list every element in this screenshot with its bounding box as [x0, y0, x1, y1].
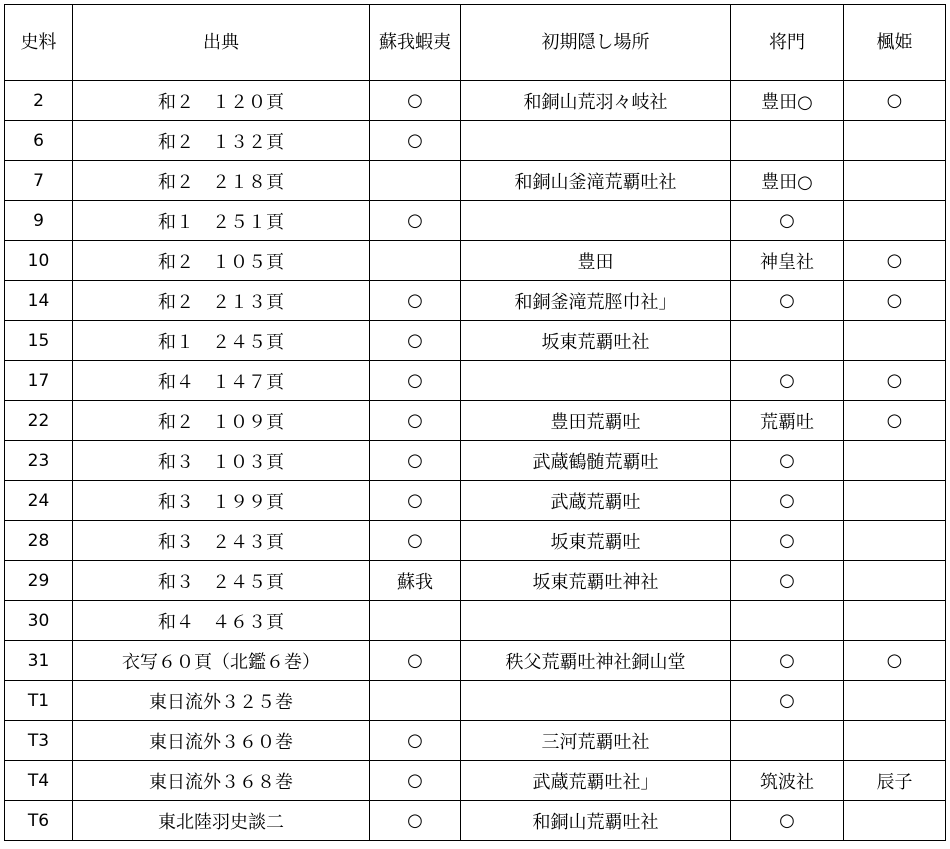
- initial-hiding-place-cell: 武蔵荒覇吐社」: [461, 761, 731, 801]
- masakado-cell: ○: [731, 201, 844, 241]
- table-body: [5, 81, 946, 841]
- citation-cell: 和３ １０３頁: [73, 441, 370, 481]
- table-row: [5, 81, 946, 121]
- citation-cell: 和１ ２４５頁: [73, 321, 370, 361]
- table-row: [5, 241, 946, 281]
- table-row: [5, 401, 946, 441]
- table-row: [5, 441, 946, 481]
- source-no-cell: T6: [5, 801, 73, 841]
- kaede-hime-cell: [844, 481, 946, 521]
- soga-emishi-cell: ○: [370, 521, 461, 561]
- source-no-cell: 22: [5, 401, 73, 441]
- source-no-cell: T1: [5, 681, 73, 721]
- initial-hiding-place-cell: [461, 201, 731, 241]
- kaede-hime-cell: [844, 801, 946, 841]
- masakado-cell: ○: [731, 361, 844, 401]
- kaede-hime-cell: ○: [844, 81, 946, 121]
- masakado-cell: 豊田○: [731, 161, 844, 201]
- source-no-cell: T3: [5, 721, 73, 761]
- kaede-hime-cell: [844, 681, 946, 721]
- masakado-cell: ○: [731, 481, 844, 521]
- kaede-hime-cell: ○: [844, 641, 946, 681]
- source-no-cell: 29: [5, 561, 73, 601]
- sources-table: [4, 4, 946, 841]
- header-row: [5, 5, 946, 81]
- soga-emishi-cell: [370, 161, 461, 201]
- table-row: [5, 561, 946, 601]
- masakado-cell: 荒覇吐: [731, 401, 844, 441]
- initial-hiding-place-cell: 和銅釜滝荒脛巾社」: [461, 281, 731, 321]
- masakado-cell: ○: [731, 281, 844, 321]
- table-row: [5, 721, 946, 761]
- table-row: [5, 361, 946, 401]
- soga-emishi-cell: ○: [370, 441, 461, 481]
- citation-cell: 和１ ２５１頁: [73, 201, 370, 241]
- soga-emishi-cell: [370, 601, 461, 641]
- source-no-cell: 7: [5, 161, 73, 201]
- source-no-cell: 15: [5, 321, 73, 361]
- kaede-hime-cell: [844, 441, 946, 481]
- table-row: [5, 521, 946, 561]
- citation-cell: 和２ ２１８頁: [73, 161, 370, 201]
- masakado-cell: ○: [731, 521, 844, 561]
- initial-hiding-place-cell: 武蔵荒覇吐: [461, 481, 731, 521]
- kaede-hime-cell: [844, 721, 946, 761]
- kaede-hime-cell: ○: [844, 401, 946, 441]
- header-initial-hiding-place: 初期隠し場所: [461, 5, 731, 81]
- soga-emishi-cell: ○: [370, 81, 461, 121]
- initial-hiding-place-cell: 和銅山荒羽々岐社: [461, 81, 731, 121]
- kaede-hime-cell: ○: [844, 281, 946, 321]
- citation-cell: 東日流外３６８巻: [73, 761, 370, 801]
- table-row: [5, 201, 946, 241]
- masakado-cell: [731, 721, 844, 761]
- source-no-cell: 6: [5, 121, 73, 161]
- table-row: [5, 641, 946, 681]
- source-no-cell: 2: [5, 81, 73, 121]
- masakado-cell: [731, 321, 844, 361]
- kaede-hime-cell: [844, 321, 946, 361]
- source-no-cell: 14: [5, 281, 73, 321]
- soga-emishi-cell: ○: [370, 481, 461, 521]
- soga-emishi-cell: ○: [370, 201, 461, 241]
- table-header: [5, 5, 946, 81]
- citation-cell: 東日流外３２５巻: [73, 681, 370, 721]
- initial-hiding-place-cell: 秩父荒覇吐神社銅山堂: [461, 641, 731, 681]
- header-masakado: 将門: [731, 5, 844, 81]
- source-no-cell: 31: [5, 641, 73, 681]
- citation-cell: 和４ １４７頁: [73, 361, 370, 401]
- table-row: [5, 161, 946, 201]
- kaede-hime-cell: [844, 601, 946, 641]
- masakado-cell: [731, 121, 844, 161]
- soga-emishi-cell: 蘇我: [370, 561, 461, 601]
- masakado-cell: 筑波社: [731, 761, 844, 801]
- source-no-cell: 10: [5, 241, 73, 281]
- soga-emishi-cell: ○: [370, 641, 461, 681]
- masakado-cell: [731, 601, 844, 641]
- table-row: [5, 601, 946, 641]
- kaede-hime-cell: [844, 121, 946, 161]
- initial-hiding-place-cell: [461, 601, 731, 641]
- initial-hiding-place-cell: [461, 681, 731, 721]
- masakado-cell: ○: [731, 801, 844, 841]
- initial-hiding-place-cell: [461, 361, 731, 401]
- table-row: [5, 681, 946, 721]
- masakado-cell: ○: [731, 561, 844, 601]
- initial-hiding-place-cell: [461, 121, 731, 161]
- soga-emishi-cell: ○: [370, 321, 461, 361]
- citation-cell: 和３ ２４５頁: [73, 561, 370, 601]
- source-no-cell: 23: [5, 441, 73, 481]
- header-kaede-hime: 楓姫: [844, 5, 946, 81]
- header-source-no: 史料: [5, 5, 73, 81]
- source-no-cell: T4: [5, 761, 73, 801]
- source-no-cell: 24: [5, 481, 73, 521]
- source-no-cell: 30: [5, 601, 73, 641]
- soga-emishi-cell: [370, 681, 461, 721]
- source-no-cell: 9: [5, 201, 73, 241]
- header-soga-emishi: 蘇我蝦夷: [370, 5, 461, 81]
- table-row: [5, 121, 946, 161]
- soga-emishi-cell: ○: [370, 721, 461, 761]
- initial-hiding-place-cell: 三河荒覇吐社: [461, 721, 731, 761]
- citation-cell: 和２ ２１３頁: [73, 281, 370, 321]
- initial-hiding-place-cell: 坂東荒覇吐: [461, 521, 731, 561]
- citation-cell: 東北陸羽史談二: [73, 801, 370, 841]
- kaede-hime-cell: [844, 521, 946, 561]
- soga-emishi-cell: ○: [370, 281, 461, 321]
- citation-cell: 和２ １２０頁: [73, 81, 370, 121]
- soga-emishi-cell: [370, 241, 461, 281]
- citation-cell: 和２ １０９頁: [73, 401, 370, 441]
- soga-emishi-cell: ○: [370, 801, 461, 841]
- masakado-cell: ○: [731, 441, 844, 481]
- kaede-hime-cell: 辰子: [844, 761, 946, 801]
- masakado-cell: 神皇社: [731, 241, 844, 281]
- kaede-hime-cell: [844, 201, 946, 241]
- citation-cell: 和３ ２４３頁: [73, 521, 370, 561]
- citation-cell: 和２ １３２頁: [73, 121, 370, 161]
- soga-emishi-cell: ○: [370, 121, 461, 161]
- kaede-hime-cell: [844, 161, 946, 201]
- kaede-hime-cell: [844, 561, 946, 601]
- initial-hiding-place-cell: 武蔵鶴髄荒覇吐: [461, 441, 731, 481]
- soga-emishi-cell: ○: [370, 401, 461, 441]
- citation-cell: 衣写６０頁（北鑑６巻）: [73, 641, 370, 681]
- table-row: [5, 281, 946, 321]
- initial-hiding-place-cell: 豊田荒覇吐: [461, 401, 731, 441]
- table-row: [5, 761, 946, 801]
- table-row: [5, 321, 946, 361]
- soga-emishi-cell: ○: [370, 361, 461, 401]
- initial-hiding-place-cell: 坂東荒覇吐社: [461, 321, 731, 361]
- initial-hiding-place-cell: 和銅山釜滝荒覇吐社: [461, 161, 731, 201]
- kaede-hime-cell: ○: [844, 241, 946, 281]
- citation-cell: 和４ ４６３頁: [73, 601, 370, 641]
- masakado-cell: 豊田○: [731, 81, 844, 121]
- source-no-cell: 17: [5, 361, 73, 401]
- citation-cell: 和３ １９９頁: [73, 481, 370, 521]
- table-row: [5, 801, 946, 841]
- source-no-cell: 28: [5, 521, 73, 561]
- masakado-cell: ○: [731, 641, 844, 681]
- soga-emishi-cell: ○: [370, 761, 461, 801]
- kaede-hime-cell: ○: [844, 361, 946, 401]
- initial-hiding-place-cell: 豊田: [461, 241, 731, 281]
- citation-cell: 和２ １０５頁: [73, 241, 370, 281]
- table-row: [5, 481, 946, 521]
- initial-hiding-place-cell: 坂東荒覇吐神社: [461, 561, 731, 601]
- initial-hiding-place-cell: 和銅山荒覇吐社: [461, 801, 731, 841]
- citation-cell: 東日流外３６０巻: [73, 721, 370, 761]
- masakado-cell: ○: [731, 681, 844, 721]
- header-citation: 出典: [73, 5, 370, 81]
